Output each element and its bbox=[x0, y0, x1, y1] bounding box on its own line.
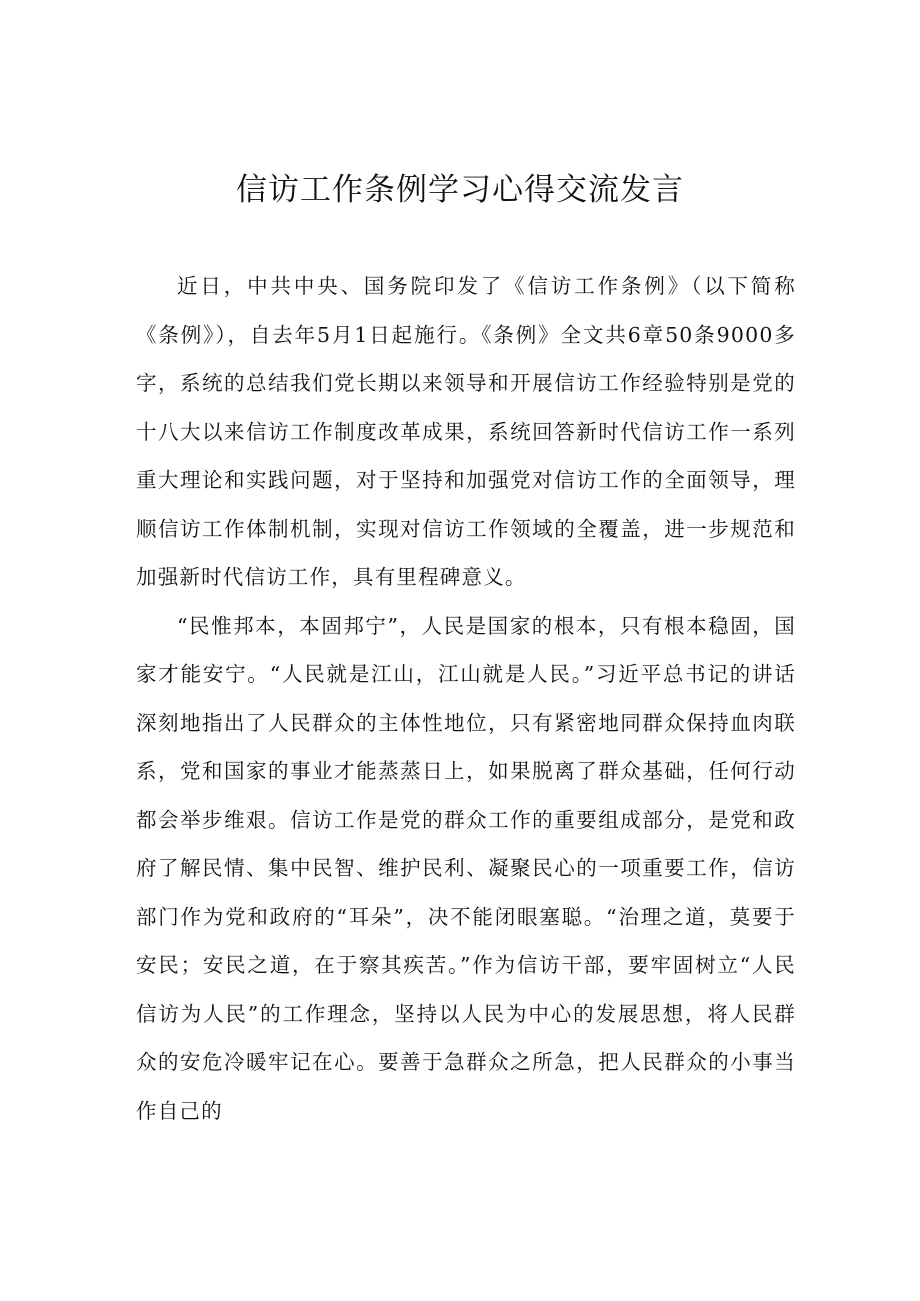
document-body bbox=[136, 262, 796, 1135]
paragraph-1: 近日，中共中央、国务院印发了《信访工作条例》（以下简称《条例》），自去年5月1日起施行。《条例》全文共6章50条9000多字，系统的总结我们党长期以来领导和开展信访工作经验特别是党的十八大以来信访工作制度改革成果，系统回答新时代信访工作一系列重大理论和实践问题，对于坚持和加强党对信访工作的全面领导，理顺信访工作体制机制，实现对信访工作领域的全覆盖，进一步规范和加强新时代信访工作，具有里程碑意义。 bbox=[136, 274, 796, 589]
paragraph-2: “民惟邦本，本固邦宁”，人民是国家的根本，只有根本稳固，国家才能安宁。“人民就是江山，江山就是人民。”习近平总书记的讲话深刻地指出了人民群众的主体性地位，只有紧密地同群众保持血肉联系，党和国家的事业才能蒸蒸日上，如果脱离了群众基础，任何行动都会举步维艰。信访工作是党的群众工作的重要组成部分，是党和政府了解民情、集中民智、维护民利、凝聚民心的一项重要工作，信访部门作为党和政府的“耳朵”，决不能闭眼塞聪。“治理之道，莫要于安民；安民之道，在于察其疾苦。”作为信访干部，要牢固树立“人民信访为人民”的工作理念，坚持以人民为中心的发展思想，将人民群众的安危冷暖牢记在心。要善于急群众之所急，把人民群众的小事当作自己的 bbox=[136, 613, 796, 1123]
document-title: 信访工作条例学习心得交流发言 bbox=[236, 172, 684, 208]
